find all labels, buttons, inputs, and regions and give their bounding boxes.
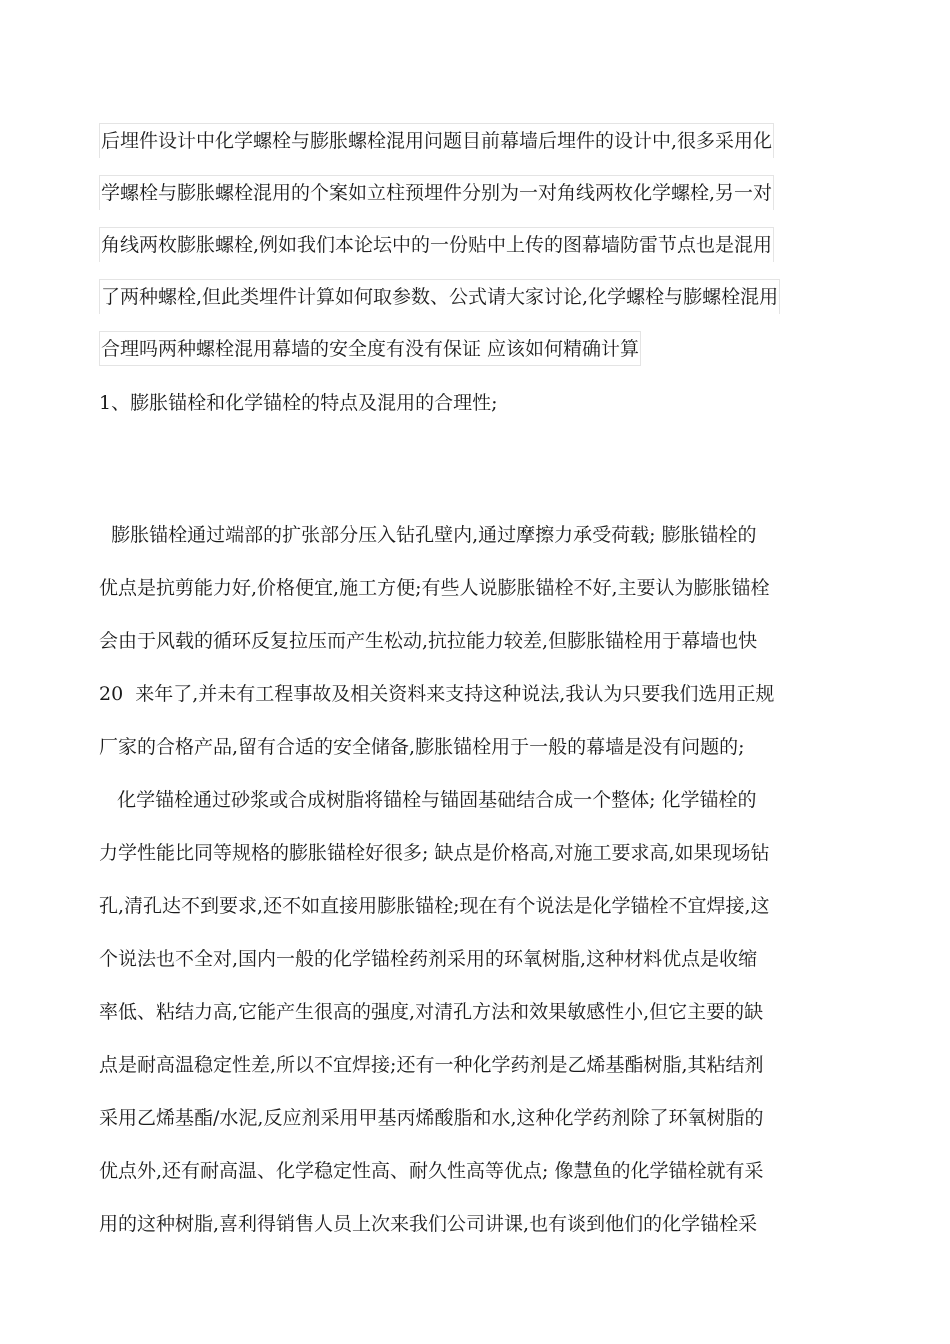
paragraph-line: 点是耐高温稳定性差,所以不宜焊接;还有一种化学药剂是乙烯基酯树脂,其粘结剂 bbox=[99, 1054, 764, 1076]
paragraph-line: 化学锚栓通过砂浆或合成树脂将锚栓与锚固基础结合成一个整体; 化学锚栓的 bbox=[99, 789, 757, 811]
paragraph-line: 20 来年了,并未有工程事故及相关资料来支持这种说法,我认为只要我们选用正规 bbox=[99, 683, 775, 705]
paragraph-line: 力学性能比同等规格的膨胀锚栓好很多; 缺点是价格高,对施工要求高,如果现场钻 bbox=[99, 842, 770, 864]
paragraph-expansion-anchor bbox=[99, 517, 839, 766]
intro-line: 学螺栓与膨胀螺栓混用的个案如立柱预埋件分别为一对角线两枚化学螺栓,另一对 bbox=[99, 175, 774, 210]
intro-line: 了两种螺栓,但此类埋件计算如何取参数、公式请大家讨论,化学螺栓与膨螺栓混用 bbox=[99, 279, 780, 314]
paragraph-line: 率低、粘结力高,它能产生很高的强度,对清孔方法和效果敏感性小,但它主要的缺 bbox=[99, 1001, 764, 1023]
paragraph-line: 用的这种树脂,喜利得销售人员上次来我们公司讲课,也有谈到他们的化学锚栓采 bbox=[99, 1213, 758, 1235]
paragraph-line: 采用乙烯基酯/水泥,反应剂采用甲基丙烯酸脂和水,这种化学药剂除了环氧树脂的 bbox=[99, 1107, 764, 1129]
paragraph-chemical-anchor bbox=[99, 782, 839, 1243]
paragraph-line: 个说法也不全对,国内一般的化学锚栓药剂采用的环氧树脂,这种材料优点是收缩 bbox=[99, 948, 758, 970]
paragraph-line: 厂家的合格产品,留有合适的安全储备,膨胀锚栓用于一般的幕墙是没有问题的; bbox=[99, 736, 745, 758]
paragraph-line: 优点是抗剪能力好,价格便宜,施工方便;有些人说膨胀锚栓不好,主要认为膨胀锚栓 bbox=[99, 577, 770, 599]
paragraph-line: 会由于风载的循环反复拉压而产生松动,抗拉能力较差,但膨胀锚栓用于幕墙也快 bbox=[99, 630, 758, 652]
section-heading: 1、膨胀锚栓和化学锚栓的特点及混用的合理性; bbox=[99, 392, 498, 414]
intro-paragraph bbox=[99, 123, 839, 383]
intro-line: 角线两枚膨胀螺栓,例如我们本论坛中的一份贴中上传的图幕墙防雷节点也是混用 bbox=[99, 227, 774, 262]
intro-line: 合理吗两种螺栓混用幕墙的安全度有没有保证 应该如何精确计算 bbox=[99, 331, 641, 366]
intro-line: 后埋件设计中化学螺栓与膨胀螺栓混用问题目前幕墙后埋件的设计中,很多采用化 bbox=[99, 123, 774, 158]
paragraph-line: 孔,清孔达不到要求,还不如直接用膨胀锚栓;现在有个说法是化学锚栓不宜焊接,这 bbox=[99, 895, 770, 917]
paragraph-line: 优点外,还有耐高温、化学稳定性高、耐久性高等优点; 像慧鱼的化学锚栓就有采 bbox=[99, 1160, 764, 1182]
paragraph-line: 膨胀锚栓通过端部的扩张部分压入钻孔壁内,通过摩擦力承受荷载; 膨胀锚栓的 bbox=[99, 524, 757, 546]
